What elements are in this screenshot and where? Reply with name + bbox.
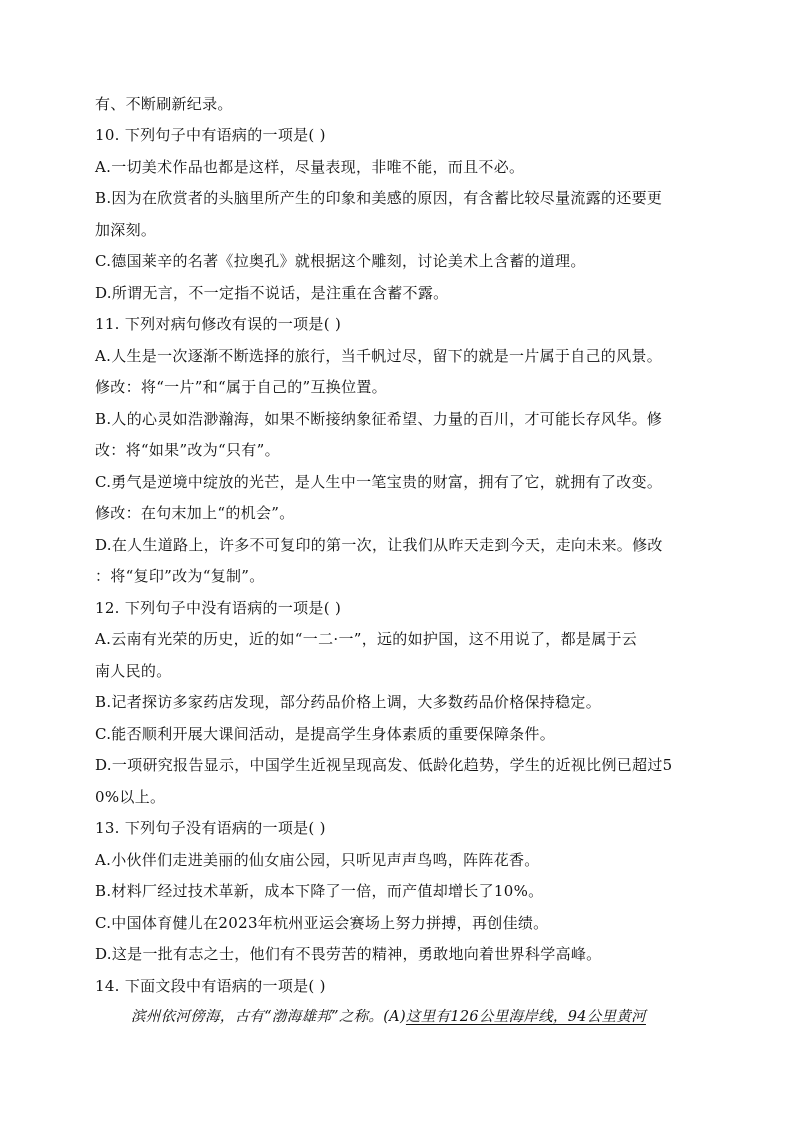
text-line: 有、不断刷新纪录。 (95, 95, 233, 113)
passage-text: 滨州依河傍海，古有“渤海雄邦”之称。(A) (131, 1009, 406, 1025)
option-a: A.小伙伴们走进美丽的仙女庙公园，只听见声声鸟鸣，阵阵花香。 (95, 851, 540, 869)
option-b: B.记者探访多家药店发现，部分药品价格上调，大多数药品价格保持稳定。 (95, 693, 601, 711)
option-a-revision: 修改：将“一片”和“属于自己的”互换位置。 (95, 378, 387, 396)
question-13-stem: 13. 下列句子没有语病的一项是( ) (95, 819, 326, 837)
option-d-cont: 0%以上。 (95, 788, 166, 806)
option-b: B.人的心灵如浩渺瀚海，如果不断接纳象征希望、力量的百川，才可能长存风华。修 (95, 410, 663, 428)
option-d: D.所谓无言，不一定指不说话，是注重在含蓄不露。 (95, 284, 449, 302)
option-c: C.勇气是逆境中绽放的光芒，是人生中一笔宝贵的财富，拥有了它，就拥有了改变。 (95, 473, 663, 491)
option-b-revision: 改：将“如果”改为“只有”。 (95, 441, 280, 459)
option-b-cont: 加深刻。 (95, 221, 157, 239)
option-a: A.一切美术作品也都是这样，尽量表现，非唯不能，而且不必。 (95, 158, 525, 176)
option-d: D.一项研究报告显示，中国学生近视呈现高发、低龄化趋势，学生的近视比例已超过5 (95, 756, 673, 774)
option-c: C.中国体育健儿在2023年杭州亚运会赛场上努力拼搏，再创佳绩。 (95, 914, 549, 932)
question-12-stem: 12. 下列句子中没有语病的一项是( ) (95, 599, 342, 617)
question-14-stem: 14. 下面文段中有语病的一项是( ) (95, 977, 326, 995)
option-a: A.人生是一次逐渐不断选择的旅行，当千帆过尽，留下的就是一片属于自己的风景。 (95, 347, 663, 365)
option-d: D.在人生道路上，许多不可复印的第一次，让我们从昨天走到今天，走向未来。修改 (95, 536, 663, 554)
option-d: D.这是一批有志之士，他们有不畏劳苦的精神，勇敢地向着世界科学高峰。 (95, 945, 602, 963)
option-b: B.因为在欣赏者的头脑里所产生的印象和美感的原因，有含蓄比较尽量流露的还要更 (95, 189, 663, 207)
option-d-revision: ：将“复印”改为“复制”。 (95, 567, 265, 585)
passage-line (131, 1007, 701, 1027)
question-10-stem: 10. 下列句子中有语病的一项是( ) (95, 126, 326, 144)
passage-underlined-text: 这里有126公里海岸线，94公里黄河 (405, 1009, 646, 1025)
option-a-cont: 南人民的。 (95, 662, 172, 680)
option-c-revision: 修改：在句末加上“的机会”。 (95, 504, 295, 522)
option-b: B.材料厂经过技术革新，成本下降了一倍，而产值却增长了10%。 (95, 882, 544, 900)
option-a: A.云南有光荣的历史，近的如“一二·一”，远的如护国，这不用说了，都是属于云 (95, 630, 638, 648)
option-c: C.德国莱辛的名著《拉奥孔》就根据这个雕刻，讨论美术上含蓄的道理。 (95, 252, 586, 270)
question-11-stem: 11. 下列对病句修改有误的一项是( ) (95, 315, 342, 333)
option-c: C.能否顺利开展大课间活动，是提高学生身体素质的重要保障条件。 (95, 725, 556, 743)
